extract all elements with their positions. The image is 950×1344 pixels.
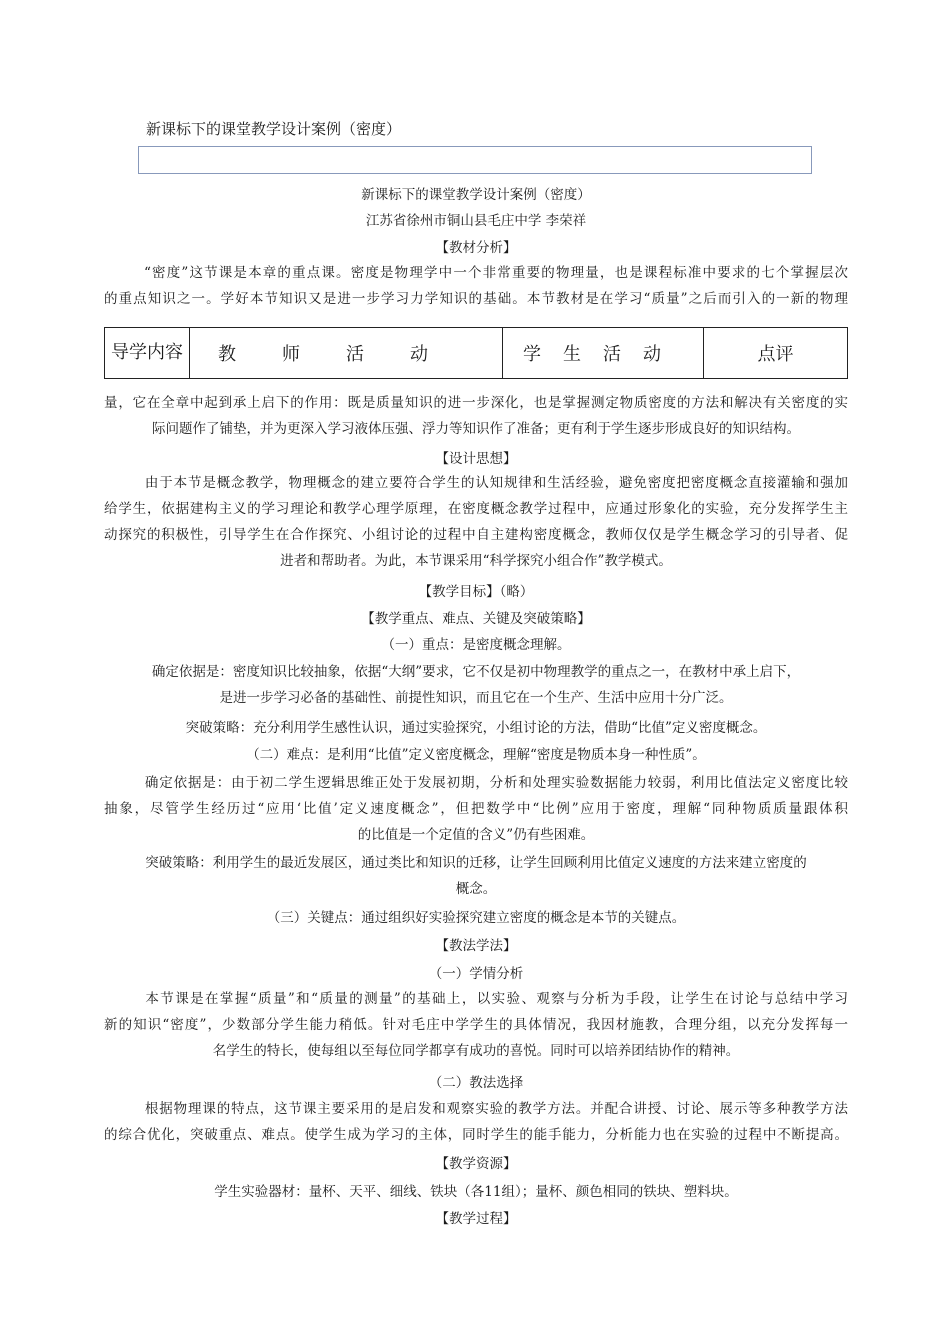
method2-paragraph	[104, 1096, 848, 1148]
section-heading-resource: 【教学资源】	[435, 1156, 517, 1172]
key-point-2: （二）难点：是利用“比值”定义密度概念，理解“密度是物质本身一种性质”。	[246, 747, 706, 763]
guide-table	[104, 327, 848, 379]
section-heading-goal: 【教学目标】（略）	[418, 584, 534, 600]
paragraph-line: 的综合优化，突破重点、难点。使学生成为学习的主体，同时学生的能手能力，分析能力也在实验的过程中不断提高。	[104, 1127, 848, 1143]
design-paragraph	[104, 470, 848, 574]
teacher-activity-label: 教师活动	[218, 344, 474, 365]
paragraph-line: 的重点知识之一。学好本节知识又是进一步学习力学知识的基础。本节教材是在学习“质量”之后而引入的一新的物理	[104, 291, 848, 307]
paragraph-line: 确定依据是：密度知识比较抽象，依据“大纲”要求，它不仅是初中物理教学的重点之一，在教材中承上启下，	[151, 664, 801, 680]
paragraph-line: 的比值是一个定值的含义”仍有些困难。	[357, 827, 595, 843]
key1-strategy: 突破策略：充分利用学生感性认识，通过实验探究，小组讨论的方法，借助“比值”定义密度概念。	[185, 720, 767, 736]
paragraph-line: 由于本节是概念教学，物理概念的建立要符合学生的认知规律和生活经验，避免密度把密度概念直接灌输和强加	[144, 475, 848, 491]
method-subheading-1: （一）学情分析	[428, 966, 524, 982]
paragraph-line: 抽象，尽管学生经历过“应用‘比值’定义速度概念”，但把数学中“比例”应用于密度，理解“同种物质质量跟体积	[104, 801, 848, 817]
method1-paragraph	[104, 986, 848, 1064]
table-cell-student-activity	[503, 328, 704, 379]
material-paragraph-continued	[104, 390, 848, 442]
subtitle: 新课标下的课堂教学设计案例（密度）	[361, 187, 591, 203]
paragraph-line: 名学生的特长，使每组以至每位同学都享有成功的喜悦。同时可以培养团结协作的精神。	[212, 1043, 740, 1059]
paragraph-line: 给学生，依据建构主义的学习理论和教学心理学原理，在密度概念教学过程中，应通过形象化的实验，充分发挥学生主	[104, 501, 848, 517]
table-header-row	[105, 328, 848, 379]
paragraph-line: 际问题作了铺垫，并为更深入学习液体压强、浮力等知识作了准备；更有利于学生逐步形成良好的知识结构。	[152, 421, 800, 437]
table-cell-guide-content: 导学内容	[105, 328, 190, 379]
section-heading-design: 【设计思想】	[435, 451, 517, 467]
material-paragraph	[104, 260, 848, 312]
paragraph-line: 概念。	[455, 881, 497, 897]
paragraph-line: 根据物理课的特点，这节课主要采用的是启发和观察实验的教学方法。并配合讲授、讨论、展示等多种教学方法	[144, 1101, 848, 1117]
document-title: 新课标下的课堂教学设计案例（密度）	[146, 120, 402, 138]
paragraph-line: “密度”这节课是本章的重点课。密度是物理学中一个非常重要的物理量，也是课程标准中要求的七个掌握层次	[144, 265, 848, 281]
method-subheading-2: （二）教法选择	[428, 1075, 524, 1091]
author-line: 江苏省徐州市铜山县毛庄中学 李荣祥	[365, 213, 587, 229]
resource-line: 学生实验器材：量杯、天平、细线、铁块（各11组）；量杯、颜色相同的铁块、塑料块。	[214, 1184, 738, 1200]
key1-basis	[104, 659, 848, 711]
section-heading-key: 【教学重点、难点、关键及突破策略】	[361, 611, 591, 627]
paragraph-line: 确定依据是：由于初二学生逻辑思维正处于发展初期，分析和处理实验数据能力较弱，利用比值法定义密度比较	[144, 775, 848, 791]
key2-strategy	[104, 850, 848, 902]
table-cell-teacher-activity	[190, 328, 503, 379]
paragraph-line: 突破策略：利用学生的最近发展区，通过类比和知识的迁移，让学生回顾利用比值定义速度的方法来建立密度的	[145, 855, 807, 871]
paragraph-line: 动探究的积极性，引导学生在合作探究、小组讨论的过程中自主建构密度概念，教师仅仅是学生概念学习的引导者、促	[104, 527, 848, 543]
paragraph-line: 量，它在全章中起到承上启下的作用：既是质量知识的进一步深化，也是掌握测定物质密度的方法和解决有关密度的实	[104, 395, 848, 411]
paragraph-line: 本节课是在掌握“质量”和“质量的测量”的基础上，以实验、观察与分析为手段，让学生在讨论与总结中学习	[144, 991, 848, 1007]
paragraph-line: 新的知识“密度”，少数部分学生能力稍低。针对毛庄中学学生的具体情况，我因材施教，合理分组，以充分发挥每一	[104, 1017, 848, 1033]
section-heading-process: 【教学过程】	[435, 1211, 517, 1227]
paragraph-line: 是进一步学习必备的基础性、前提性知识，而且它在一个生产、生活中应用十分广泛。	[219, 690, 733, 706]
paragraph-line: 进者和帮助者。为此，本节课采用“科学探究小组合作”教学模式。	[280, 553, 672, 569]
section-heading-method: 【教法学法】	[435, 938, 517, 954]
key-point-1: （一）重点：是密度概念理解。	[381, 637, 571, 653]
key2-basis	[104, 770, 848, 848]
empty-text-box	[138, 146, 812, 174]
table-cell-comment: 点评	[704, 328, 848, 379]
student-activity-label: 学生活动	[523, 344, 683, 365]
section-heading-material: 【教材分析】	[435, 240, 517, 256]
key-point-3: （三）关键点：通过组织好实验探究建立密度的概念是本节的关键点。	[266, 910, 686, 926]
